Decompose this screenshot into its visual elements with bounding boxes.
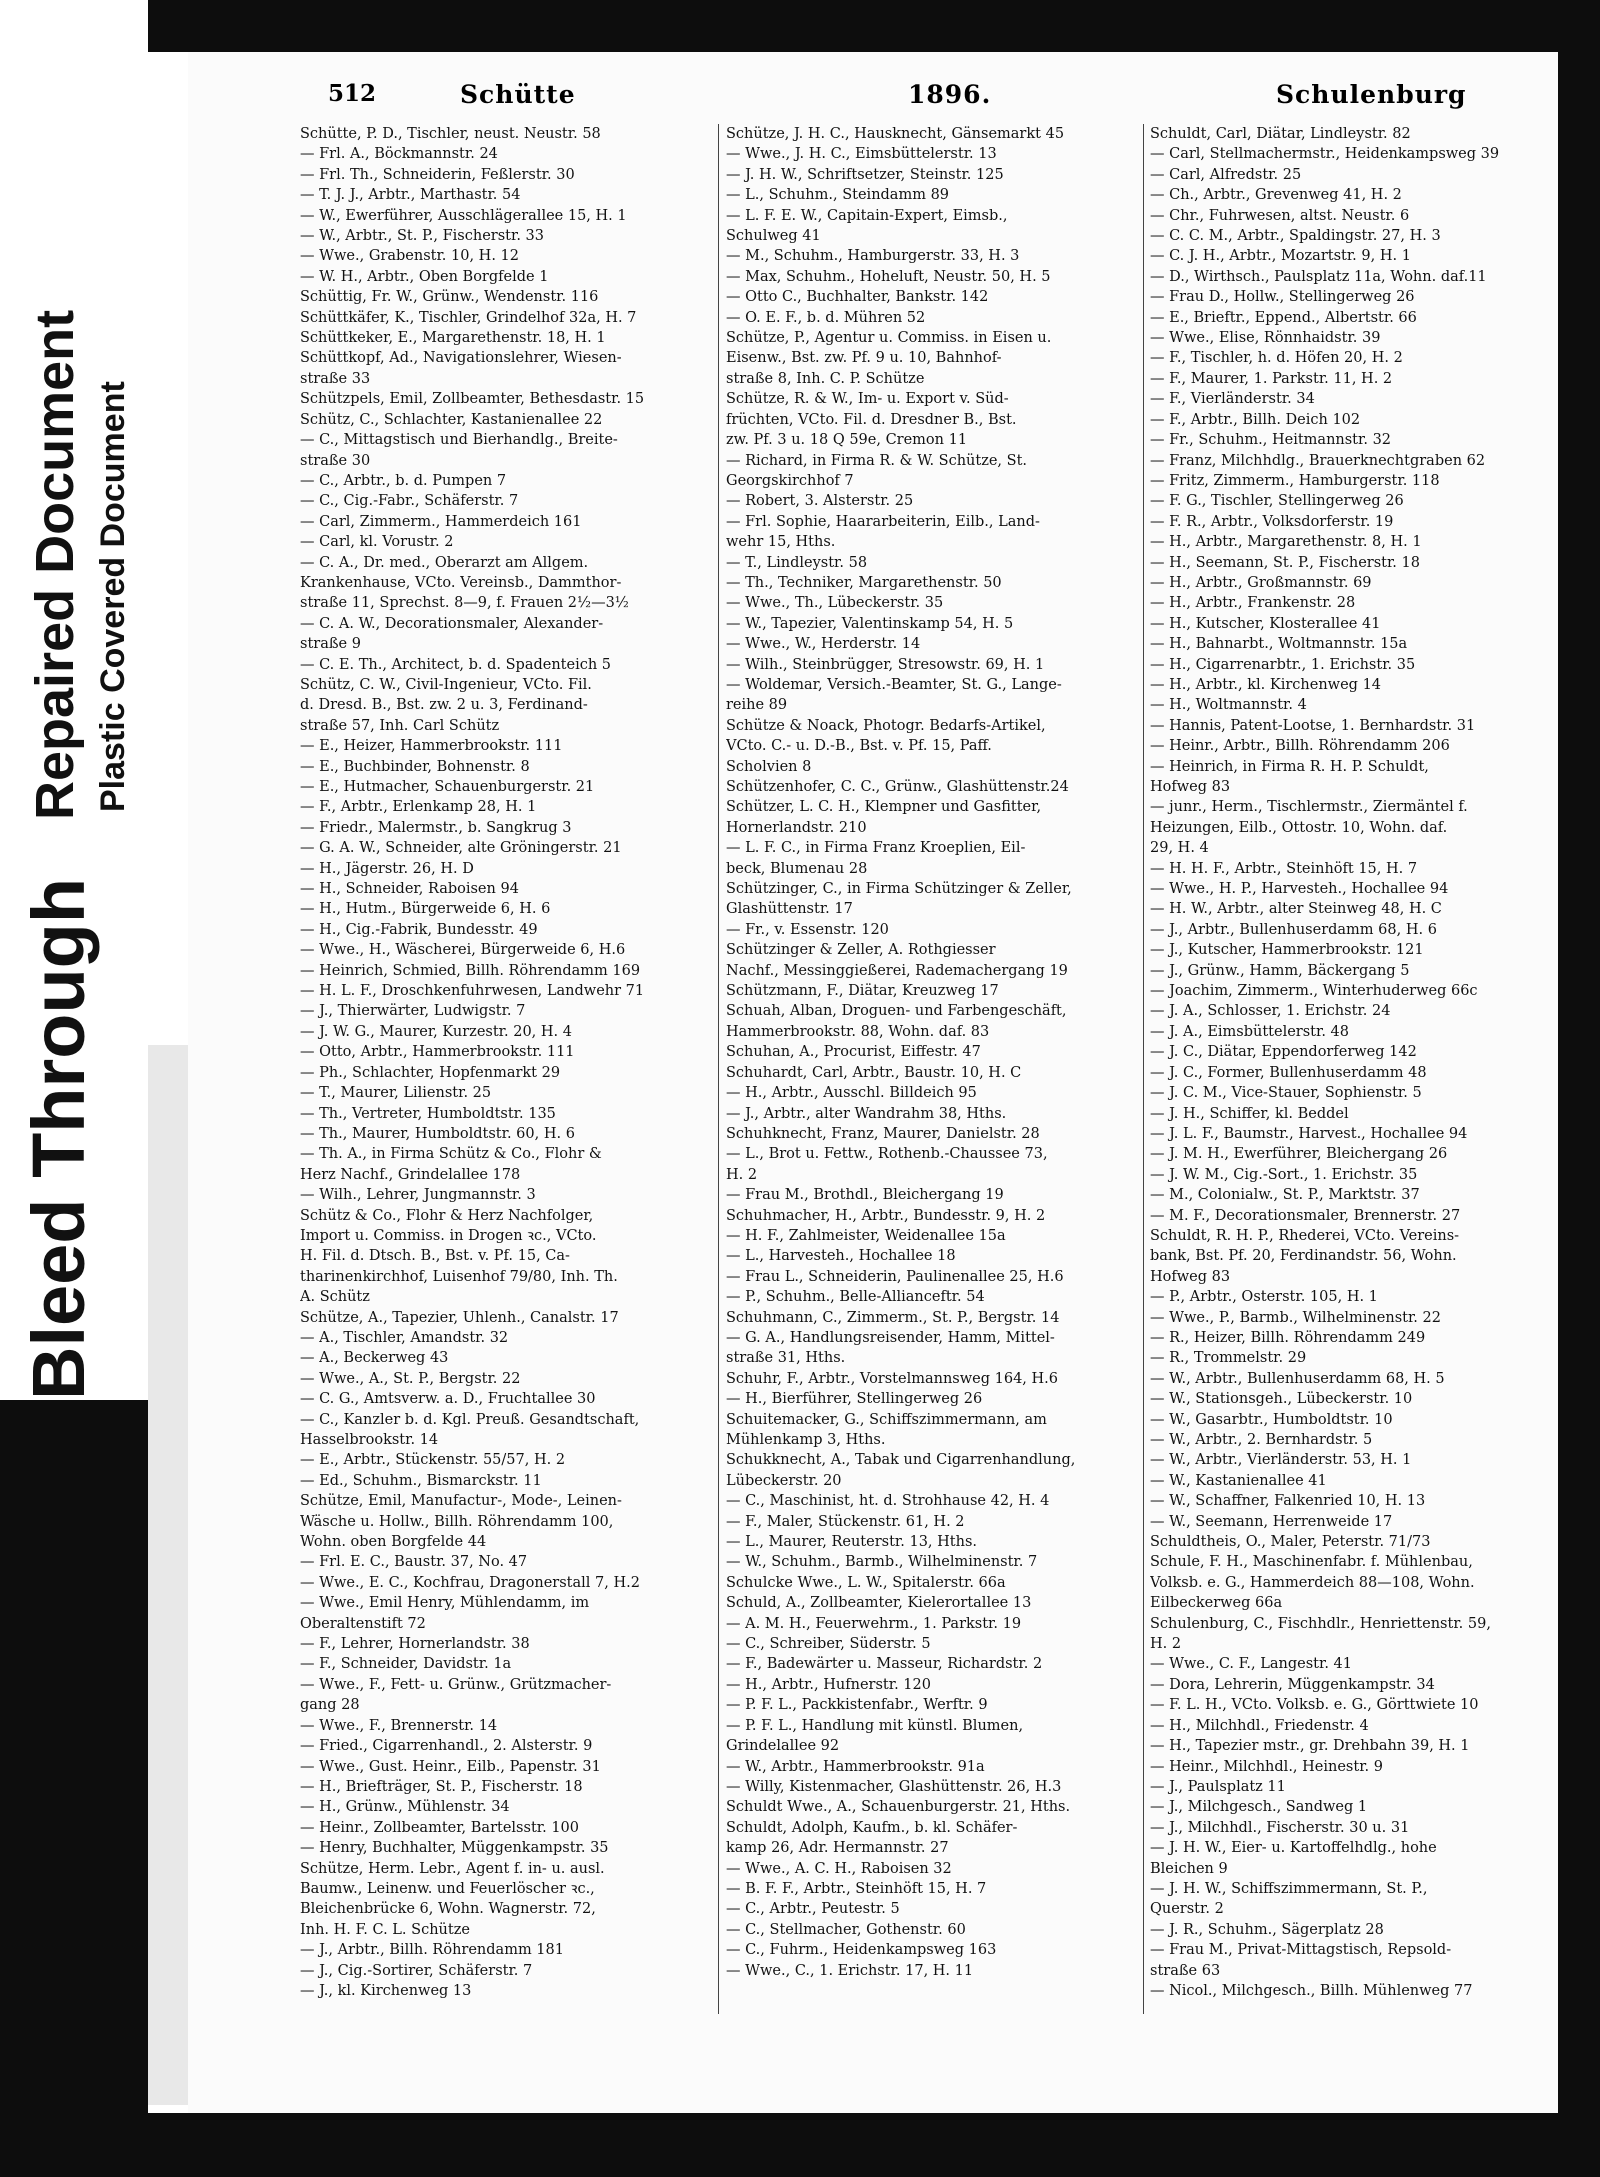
directory-entry-line: — Franz, Milchhdlg., Brauerknechtgraben 62 (1150, 452, 1486, 469)
directory-entry-line: — E., Buchbinder, Bohnenstr. 8 (300, 758, 530, 775)
directory-entry-line: Wäsche u. Hollw., Billh. Röhrendamm 100, (300, 1513, 614, 1530)
directory-entry-line: straße 30 (300, 452, 371, 469)
directory-entry-line: — Frl. Sophie, Haararbeiterin, Eilb., Land- (726, 513, 1040, 530)
directory-entry-line: — H., Bierführer, Stellingerweg 26 (726, 1391, 983, 1408)
directory-entry-line: Schütz & Co., Flohr & Herz Nachfolger, (300, 1207, 594, 1224)
directory-entry-line: — Th., Techniker, Margarethenstr. 50 (726, 574, 1002, 591)
directory-entry-line: — J. C., Former, Bullenhuserdamm 48 (1150, 1064, 1427, 1081)
directory-entry-line: Querstr. 2 (1150, 1901, 1224, 1918)
directory-entry-line: — A., Tischler, Amandstr. 32 (300, 1329, 509, 1346)
directory-entry-line: — J., Paulsplatz 11 (1150, 1778, 1286, 1795)
directory-entry-line: Schütze, R. & W., Im- u. Export v. Süd- (726, 391, 1009, 408)
directory-entry-line: Schütze, P., Agentur u. Commiss. in Eisen u. (726, 330, 1052, 347)
directory-entry-line: — Wwe., E. C., Kochfrau, Dragonerstall 7, H.2 (300, 1574, 640, 1591)
directory-entry-line: — Hannis, Patent-Lootse, 1. Bernhardstr. 31 (1150, 717, 1476, 734)
directory-entry-line: Schützer, L. C. H., Klempner und Gasfitter, (726, 799, 1042, 816)
page-header (188, 80, 1558, 130)
directory-entry-line: — W., Tapezier, Valentinskamp 54, H. 5 (726, 615, 1014, 632)
directory-entry-line: — J., Arbtr., alter Wandrahm 38, Hths. (726, 1105, 1007, 1122)
directory-entry-line: — Frau M., Brothdl., Bleichergang 19 (726, 1187, 1004, 1204)
directory-entry-line: — H., Cigarrenarbtr., 1. Erichstr. 35 (1150, 656, 1416, 673)
directory-entry-line: Heizungen, Eilb., Ottostr. 10, Wohn. daf. (1150, 819, 1448, 836)
directory-entry-line: Schützinger & Zeller, A. Rothgiesser (726, 942, 996, 959)
directory-entry-line: — Heinr., Milchhdl., Heinestr. 9 (1150, 1758, 1383, 1775)
directory-entry-line: straße 11, Sprechst. 8—9, f. Frauen 2½—3½ (300, 595, 629, 612)
directory-entry-line: 29, H. 4 (1150, 840, 1209, 857)
directory-entry-line: — L. F. E. W., Capitain-Expert, Eimsb., (726, 207, 1008, 224)
directory-entry-line: — C. G., Amtsverw. a. D., Fruchtallee 30 (300, 1391, 596, 1408)
directory-entry-line: Schützinger, C., in Firma Schützinger & Zeller, (726, 881, 1072, 898)
header-year: 1896. (908, 80, 992, 109)
directory-entry-line: — Wwe., W., Herderstr. 14 (726, 636, 921, 653)
directory-entry-line: Bleichen 9 (1150, 1860, 1228, 1877)
directory-entry-line: — C. J. H., Arbtr., Mozartstr. 9, H. 1 (1150, 248, 1411, 265)
directory-entry-line: — D., Wirthsch., Paulsplatz 11a, Wohn. daf.11 (1150, 268, 1487, 285)
directory-entry-line: — C., Schreiber, Süderstr. 5 (726, 1636, 931, 1653)
directory-entry-line: — Willy, Kistenmacher, Glashüttenstr. 26, H.3 (726, 1778, 1062, 1795)
directory-entry-line: — L., Maurer, Reuterstr. 13, Hths. (726, 1534, 977, 1551)
directory-entry-line: H. 2 (726, 1166, 758, 1183)
directory-entry-line: Schuhardt, Carl, Arbtr., Baustr. 10, H. C (726, 1064, 1022, 1081)
directory-entry-line: — J., kl. Kirchenweg 13 (300, 1982, 472, 1999)
directory-entry-line: Schützenhofer, C. C., Grünw., Glashüttenstr.24 (726, 779, 1069, 795)
directory-entry-line: Hammerbrookstr. 88, Wohn. daf. 83 (726, 1023, 990, 1040)
directory-entry-line: — Wwe., H. P., Harvesteh., Hochallee 94 (1150, 881, 1449, 898)
directory-entry-line: Schuhknecht, Franz, Maurer, Danielstr. 28 (726, 1125, 1040, 1142)
directory-entry-line: — J. A., Eimsbüttelerstr. 48 (1150, 1023, 1350, 1040)
scan-border-bottom (0, 2113, 1600, 2177)
directory-entry-line: — F. G., Tischler, Stellingerweg 26 (1150, 493, 1404, 510)
directory-entry-line: — Wwe., C., 1. Erichstr. 17, H. 11 (726, 1962, 974, 1979)
directory-entry-line: — H., Arbtr., kl. Kirchenweg 14 (1150, 676, 1382, 693)
directory-entry-line: — Th., Vertreter, Humboldtstr. 135 (300, 1105, 556, 1122)
directory-entry-line: Schuldt, Carl, Diätar, Lindleystr. 82 (1150, 126, 1411, 142)
directory-entry-line: — J., Milchhdl., Fischerstr. 30 u. 31 (1150, 1819, 1410, 1836)
directory-entry-line: Schützpels, Emil, Zollbeamter, Bethesdastr. 15 (300, 391, 645, 408)
directory-entry-line: — W., Arbtr., 2. Bernhardstr. 5 (1150, 1432, 1373, 1448)
directory-entry-line: — L. F. C., in Firma Franz Kroeplien, Eil- (726, 840, 1026, 857)
directory-entry-line: Schuah, Alban, Droguen- und Farbengeschäft, (726, 1003, 1067, 1020)
page-number: 512 (328, 80, 377, 107)
directory-entry-line: — J., Thierwärter, Ludwigstr. 7 (300, 1003, 526, 1020)
directory-entry-line: Schütz, C. W., Civil-Ingenieur, VCto. Fil. (300, 676, 592, 693)
directory-entry-line: — H., Hutm., Bürgerweide 6, H. 6 (300, 901, 551, 918)
directory-entry-line: — J. R., Schuhm., Sägerplatz 28 (1150, 1921, 1384, 1938)
label-plastic-covered-document: Plastic Covered Document (94, 381, 132, 812)
directory-entry-line: — C. A., Dr. med., Oberarzt am Allgem. (300, 554, 589, 571)
directory-entry-line: — Frl. Th., Schneiderin, Feßlerstr. 30 (300, 166, 575, 183)
directory-entry-line: — Wwe., P., Barmb., Wilhelminenstr. 22 (1150, 1309, 1441, 1326)
directory-entry-line: — F., Lehrer, Hornerlandstr. 38 (300, 1636, 530, 1653)
directory-entry-line: Schuldt Wwe., A., Schauenburgerstr. 21, Hths. (726, 1799, 1071, 1816)
directory-entry-line: — C., Maschinist, ht. d. Strohhause 42, H. 4 (726, 1493, 1050, 1510)
directory-entry-line: — F., Schneider, Davidstr. 1a (300, 1656, 512, 1673)
directory-entry-line: — Heinr., Zollbeamter, Bartelsstr. 100 (300, 1819, 579, 1836)
directory-entry-line: — Joachim, Zimmerm., Winterhuderweg 66c (1150, 983, 1478, 1000)
directory-entry-line: — W., Seemann, Herrenweide 17 (1150, 1513, 1393, 1530)
directory-entry-line: — L., Brot u. Fettw., Rothenb.-Chaussee 73, (726, 1146, 1048, 1163)
directory-entry-line: — Ph., Schlachter, Hopfenmarkt 29 (300, 1064, 561, 1081)
directory-entry-line: — C. C. M., Arbtr., Spaldingstr. 27, H. 3 (1150, 228, 1441, 245)
directory-entry-line: — Wwe., Th., Lübeckerstr. 35 (726, 595, 944, 612)
directory-entry-line: — H., Cig.-Fabrik, Bundesstr. 49 (300, 921, 538, 938)
directory-entry-line: — P., Arbtr., Osterstr. 105, H. 1 (1150, 1289, 1378, 1306)
directory-entry-line: — P. F. L., Handlung mit künstl. Blumen, (726, 1717, 1024, 1734)
directory-entry-line: — H., Arbtr., Ausschl. Billdeich 95 (726, 1085, 977, 1102)
directory-entry-line: — H., Schneider, Raboisen 94 (300, 881, 519, 898)
directory-entry-line: Schützmann, F., Diätar, Kreuzweg 17 (726, 983, 999, 1000)
directory-entry-line: — H., Briefträger, St. P., Fischerstr. 18 (300, 1778, 583, 1795)
directory-entry-line: — P. F. L., Packkistenfabr., Werftr. 9 (726, 1697, 988, 1714)
directory-entry-line: Schüttig, Fr. W., Grünw., Wendenstr. 116 (300, 289, 599, 306)
directory-entry-line: — Carl, kl. Vorustr. 2 (300, 534, 454, 551)
directory-entry-line: — J., Arbtr., Billh. Röhrendamm 181 (300, 1942, 564, 1959)
directory-entry-line: — J., Kutscher, Hammerbrookstr. 121 (1150, 942, 1424, 959)
directory-entry-line: — C., Cig.-Fabr., Schäferstr. 7 (300, 493, 519, 510)
directory-entry-line: H. 2 (1150, 1636, 1182, 1653)
label-repaired-document: Repaired Document (25, 309, 85, 820)
directory-entry-line: — H., Woltmannstr. 4 (1150, 697, 1307, 714)
directory-page (188, 52, 1558, 2113)
directory-entry-line: — F., Tischler, h. d. Höfen 20, H. 2 (1150, 350, 1403, 367)
header-right-word: Schulenburg (1276, 80, 1467, 109)
directory-entry-line: — Heinrich, in Firma R. H. P. Schuldt, (1150, 758, 1429, 775)
directory-entry-line: Inh. H. F. C. L. Schütze (300, 1921, 470, 1938)
directory-entry-line: — C. A. W., Decorationsmaler, Alexander- (300, 615, 604, 632)
directory-entry-line: zw. Pf. 3 u. 18 Q 59e, Cremon 11 (726, 432, 968, 449)
directory-entry-line: — R., Trommelstr. 29 (1150, 1350, 1307, 1367)
directory-entry-line: — Wwe., C. F., Langestr. 41 (1150, 1656, 1353, 1673)
directory-entry-line: — W., Arbtr., Hammerbrookstr. 91a (726, 1758, 985, 1775)
directory-entry-line: — Nicol., Milchgesch., Billh. Mühlenweg 77 (1150, 1982, 1473, 1999)
directory-entry-line: — E., Heizer, Hammerbrookstr. 111 (300, 738, 563, 755)
directory-entry-line: — Th., Maurer, Humboldtstr. 60, H. 6 (300, 1125, 575, 1142)
directory-entry-line: — H., Bahnarbt., Woltmannstr. 15a (1150, 636, 1408, 653)
directory-entry-line: — H. L. F., Droschkenfuhrwesen, Landwehr 71 (300, 983, 645, 1000)
directory-entry-line: — Fritz, Zimmerm., Hamburgerstr. 118 (1150, 472, 1440, 489)
directory-entry-line: — J., Grünw., Hamm, Bäckergang 5 (1150, 962, 1410, 979)
directory-entry-line: Schuldt, R. H. P., Rhederei, VCto. Vereins- (1150, 1227, 1460, 1244)
directory-entry-line: — T., Lindleystr. 58 (726, 554, 868, 571)
directory-entry-line: Schuld, A., Zollbeamter, Kielerortallee 13 (726, 1595, 1032, 1612)
directory-entry-line: — H. W., Arbtr., alter Steinweg 48, H. C (1150, 901, 1442, 918)
directory-entry-line: Georgskirchhof 7 (726, 472, 854, 489)
directory-entry-line: — L., Schuhm., Steindamm 89 (726, 187, 950, 204)
directory-entry-line: — Ed., Schuhm., Bismarckstr. 11 (300, 1472, 542, 1489)
directory-entry-line: — F. L. H., VCto. Volksb. e. G., Görttwiete 10 (1150, 1697, 1479, 1714)
directory-entry-line: — Dora, Lehrerin, Müggenkampstr. 34 (1150, 1676, 1435, 1693)
directory-entry-line: — J. H., Schiffer, kl. Beddel (1150, 1105, 1349, 1122)
directory-entry-line: — W., Stationsgeh., Lübeckerstr. 10 (1150, 1391, 1413, 1408)
directory-entry-line: — J. W. G., Maurer, Kurzestr. 20, H. 4 (300, 1023, 572, 1040)
directory-entry-line: Oberaltenstift 72 (300, 1615, 426, 1632)
directory-entry-line: — B. F. F., Arbtr., Steinhöft 15, H. 7 (726, 1880, 987, 1897)
directory-entry-line: — W., Arbtr., Vierländerstr. 53, H. 1 (1150, 1452, 1412, 1469)
directory-entry-line: — Chr., Fuhrwesen, altst. Neustr. 6 (1150, 207, 1410, 224)
directory-entry-line: Schütze, Emil, Manufactur-, Mode-, Leinen- (300, 1493, 622, 1510)
directory-entry-line: — W., Arbtr., St. P., Fischerstr. 33 (300, 228, 544, 245)
directory-entry-line: — Frau D., Hollw., Stellingerweg 26 (1150, 289, 1415, 306)
directory-entry-line: — W., Kastanienallee 41 (1150, 1472, 1327, 1489)
directory-entry-line: — H., Grünw., Mühlenstr. 34 (300, 1799, 510, 1816)
directory-entry-line: Schukknecht, A., Tabak und Cigarrenhandlung, (726, 1452, 1076, 1469)
directory-entry-line: Eilbeckerweg 66a (1150, 1595, 1283, 1612)
column-1 (300, 124, 720, 2054)
directory-entry-line: — T., Maurer, Lilienstr. 25 (300, 1085, 492, 1102)
directory-entry-line: — J. H. W., Schriftsetzer, Steinstr. 125 (726, 166, 1004, 183)
column-rule (1143, 124, 1144, 2014)
directory-entry-line: reihe 89 (726, 697, 788, 714)
directory-entry-line: — Wwe., A., St. P., Bergstr. 22 (300, 1370, 521, 1387)
column-rule (718, 124, 719, 2014)
directory-entry-line: — Richard, in Firma R. & W. Schütze, St. (726, 452, 1028, 469)
directory-entry-line: — Woldemar, Versich.-Beamter, St. G., Lange- (726, 676, 1062, 693)
directory-entry-line: — H., Arbtr., Margarethenstr. 8, H. 1 (1150, 534, 1422, 551)
directory-entry-line: — Wwe., Elise, Rönnhaidstr. 39 (1150, 330, 1381, 347)
directory-entry-line: — H., Kutscher, Klosterallee 41 (1150, 615, 1381, 632)
directory-entry-line: Schulenburg, C., Fischhdlr., Henriettenstr. 59, (1150, 1615, 1491, 1632)
directory-entry-line: — H., Arbtr., Großmannstr. 69 (1150, 574, 1372, 591)
directory-entry-line: Schuhmann, C., Zimmerm., St. P., Bergstr. 14 (726, 1309, 1060, 1326)
directory-entry-line: — C., Arbtr., Peutestr. 5 (726, 1901, 900, 1918)
directory-entry-line: Schuldt, Adolph, Kaufm., b. kl. Schäfer- (726, 1819, 1018, 1836)
directory-entry-line: Import u. Commiss. in Drogen ꝛc., VCto. (300, 1227, 597, 1244)
directory-entry-line: — W., Ewerführer, Ausschlägerallee 15, H. 1 (300, 207, 627, 224)
directory-entry-line: — Friedr., Malermstr., b. Sangkrug 3 (300, 819, 572, 836)
directory-entry-line: — Frau M., Privat-Mittagstisch, Repsold- (1150, 1942, 1452, 1959)
directory-entry-line: — F. R., Arbtr., Volksdorferstr. 19 (1150, 513, 1394, 530)
directory-entry-line: Scholvien 8 (726, 758, 812, 775)
directory-entry-line: bank, Bst. Pf. 20, Ferdinandstr. 56, Wohn. (1150, 1248, 1457, 1265)
directory-entry-line: Nachf., Messinggießerei, Rademachergang 19 (726, 962, 1068, 979)
header-left-word: Schütte (460, 80, 576, 109)
directory-entry-line: — J. H. W., Schiffszimmermann, St. P., (1150, 1880, 1428, 1897)
directory-entry-line: Herz Nachf., Grindelallee 178 (300, 1166, 521, 1183)
directory-entry-line: — Robert, 3. Alsterstr. 25 (726, 493, 914, 510)
directory-entry-line: — Th. A., in Firma Schütz & Co., Flohr & (300, 1146, 602, 1163)
directory-entry-line: — Wwe., Emil Henry, Mühlendamm, im (300, 1595, 590, 1612)
directory-entry-line: Schuhan, A., Procurist, Eiffestr. 47 (726, 1044, 981, 1061)
directory-entry-line: Glashüttenstr. 17 (726, 901, 853, 918)
directory-entry-line: — Fr., v. Essenstr. 120 (726, 921, 889, 938)
directory-entry-line: — F., Maurer, 1. Parkstr. 11, H. 2 (1150, 370, 1393, 387)
directory-entry-line: beck, Blumenau 28 (726, 860, 868, 877)
directory-entry-line: — Wwe., Grabenstr. 10, H. 12 (300, 248, 520, 265)
directory-entry-line: Hornerlandstr. 210 (726, 819, 867, 836)
directory-entry-line: Schütze & Noack, Photogr. Bedarfs-Artikel, (726, 717, 1046, 734)
directory-entry-line: — E., Arbtr., Stückenstr. 55/57, H. 2 (300, 1452, 566, 1469)
directory-entry-line: — E., Brieftr., Eppend., Albertstr. 66 (1150, 309, 1417, 326)
directory-entry-line: — C., Fuhrm., Heidenkampsweg 163 (726, 1942, 997, 1959)
directory-entry-line: — A., Beckerweg 43 (300, 1350, 449, 1367)
directory-entry-line: — Henry, Buchhalter, Müggenkampstr. 35 (300, 1840, 609, 1857)
directory-entry-line: — J., Arbtr., Bullenhuserdamm 68, H. 6 (1150, 921, 1437, 938)
directory-entry-line: Volksb. e. G., Hammerdeich 88—108, Wohn. (1150, 1574, 1475, 1591)
directory-entry-line: straße 8, Inh. C. P. Schütze (726, 370, 925, 387)
directory-entry-line: tharinenkirchhof, Luisenhof 79/80, Inh. Th. (300, 1268, 618, 1285)
directory-entry-line: — Wwe., A. C. H., Raboisen 32 (726, 1860, 952, 1877)
directory-entry-line: — J. A., Schlosser, 1. Erichstr. 24 (1150, 1003, 1391, 1020)
directory-entry-line: — Frau L., Schneiderin, Paulinenallee 25, H.6 (726, 1268, 1064, 1285)
directory-entry-line: — F., Arbtr., Billh. Deich 102 (1150, 411, 1361, 428)
directory-entry-line: — E., Hutmacher, Schauenburgerstr. 21 (300, 779, 595, 795)
directory-entry-line: Schütte, P. D., Tischler, neust. Neustr. 58 (300, 126, 601, 142)
directory-entry-line: Baumw., Leinenw. und Feuerlöscher ꝛc., (300, 1880, 595, 1897)
label-bleed-through: Bleed Through (17, 877, 100, 1400)
directory-entry-line: — O. E. F., b. d. Mühren 52 (726, 309, 926, 326)
directory-entry-line: — Frl. A., Böckmannstr. 24 (300, 146, 498, 163)
column-3 (1150, 124, 1570, 2054)
directory-entry-line: Grindelallee 92 (726, 1738, 840, 1755)
directory-entry-line: — H., Arbtr., Hufnerstr. 120 (726, 1676, 931, 1693)
directory-entry-line: wehr 15, Hths. (726, 534, 836, 551)
directory-entry-line: — Wwe., H., Wäscherei, Bürgerweide 6, H.6 (300, 942, 626, 959)
directory-entry-line: früchten, VCto. Fil. d. Dresdner B., Bst. (726, 411, 1017, 428)
directory-entry-line: gang 28 (300, 1697, 360, 1714)
directory-entry-line: — F., Maler, Stückenstr. 61, H. 2 (726, 1513, 965, 1530)
directory-entry-line: H. Fil. d. Dtsch. B., Bst. v. Pf. 15, Ca- (300, 1248, 570, 1265)
directory-entry-line: — Frl. E. C., Baustr. 37, No. 47 (300, 1554, 528, 1571)
directory-entry-line: — Wwe., J. H. C., Eimsbüttelerstr. 13 (726, 146, 997, 163)
directory-entry-line: — Carl, Stellmachermstr., Heidenkampsweg 39 (1150, 146, 1500, 163)
directory-entry-line: — junr., Herm., Tischlermstr., Ziermäntel f. (1150, 799, 1468, 816)
directory-entry-line: — C., Mittagstisch und Bierhandlg., Breite- (300, 432, 618, 449)
directory-entry-line: straße 31, Hths. (726, 1350, 846, 1367)
directory-entry-line: — G. A., Handlungsreisender, Hamm, Mittel- (726, 1329, 1055, 1346)
directory-entry-line: — C., Arbtr., b. d. Pumpen 7 (300, 472, 507, 489)
directory-entry-line: Schüttkäfer, K., Tischler, Grindelhof 32a, H. 7 (300, 309, 637, 326)
directory-entry-line: — J. M. H., Ewerführer, Bleichergang 26 (1150, 1146, 1448, 1163)
directory-entry-line: — T. J. J., Arbtr., Marthastr. 54 (300, 187, 521, 204)
directory-entry-line: — M., Colonialw., St. P., Marktstr. 37 (1150, 1187, 1420, 1204)
directory-entry-line: — Max, Schuhm., Hoheluft, Neustr. 50, H. 5 (726, 268, 1051, 285)
directory-entry-line: — W., Arbtr., Bullenhuserdamm 68, H. 5 (1150, 1370, 1445, 1387)
directory-entry-line: — H., Arbtr., Frankenstr. 28 (1150, 595, 1356, 612)
directory-entry-line: — W., Gasarbtr., Humboldtstr. 10 (1150, 1411, 1393, 1428)
directory-entry-line: — Ch., Arbtr., Grevenweg 41, H. 2 (1150, 187, 1402, 204)
directory-entry-line: Schulweg 41 (726, 228, 821, 245)
directory-entry-line: kamp 26, Adr. Hermannstr. 27 (726, 1840, 949, 1857)
directory-entry-line: Lübeckerstr. 20 (726, 1472, 842, 1489)
directory-entry-line: Hasselbrookstr. 14 (300, 1432, 439, 1448)
directory-entry-line: — Heinrich, Schmied, Billh. Röhrendamm 169 (300, 962, 641, 979)
directory-entry-line: — Wilh., Lehrer, Jungmannstr. 3 (300, 1187, 536, 1204)
directory-entry-line: — C., Kanzler b. d. Kgl. Preuß. Gesandtschaft, (300, 1411, 640, 1428)
directory-entry-line: — P., Schuhm., Belle-Allianceftr. 54 (726, 1289, 985, 1306)
directory-entry-line: — H. F., Zahlmeister, Weidenallee 15a (726, 1227, 1006, 1244)
directory-entry-line: Schütze, A., Tapezier, Uhlenh., Canalstr. 17 (300, 1309, 619, 1326)
directory-entry-line: Bleichenbrücke 6, Wohn. Wagnerstr. 72, (300, 1901, 596, 1918)
directory-entry-line: — A. M. H., Feuerwehrm., 1. Parkstr. 19 (726, 1615, 1022, 1632)
column-2 (726, 124, 1146, 2054)
directory-entry-line: Schüttkopf, Ad., Navigationslehrer, Wiesen- (300, 350, 622, 367)
directory-entry-line: — W., Schuhm., Barmb., Wilhelminenstr. 7 (726, 1554, 1038, 1571)
directory-entry-line: — C. E. Th., Architect, b. d. Spadenteich 5 (300, 656, 612, 673)
directory-entry-line: — H., Seemann, St. P., Fischerstr. 18 (1150, 554, 1420, 571)
directory-entry-line: Krankenhause, VCto. Vereinsb., Dammthor- (300, 574, 622, 591)
directory-entry-line: VCto. C.- u. D.-B., Bst. v. Pf. 15, Paff. (726, 738, 992, 755)
directory-entry-line: — F., Vierländerstr. 34 (1150, 391, 1315, 408)
directory-entry-line: straße 57, Inh. Carl Schütz (300, 717, 500, 734)
directory-entry-line: — Carl, Zimmerm., Hammerdeich 161 (300, 513, 582, 530)
directory-entry-line: Schuldtheis, O., Maler, Peterstr. 71/73 (1150, 1534, 1431, 1551)
directory-entry-line: Schüttkeker, E., Margarethenstr. 18, H. 1 (300, 330, 606, 347)
directory-entry-line: A. Schütz (300, 1289, 370, 1306)
directory-entry-line: — J. W. M., Cig.-Sort., 1. Erichstr. 35 (1150, 1166, 1418, 1183)
directory-entry-line: — J. L. F., Baumstr., Harvest., Hochallee 94 (1150, 1125, 1468, 1142)
directory-entry-line: — W., Schaffner, Falkenried 10, H. 13 (1150, 1493, 1426, 1510)
directory-entry-line: — Otto, Arbtr., Hammerbrookstr. 111 (300, 1044, 575, 1061)
directory-entry-line: — Fried., Cigarrenhandl., 2. Alsterstr. 9 (300, 1738, 593, 1755)
directory-entry-line: — M. F., Decorationsmaler, Brennerstr. 27 (1150, 1207, 1461, 1224)
directory-entry-line: — Otto C., Buchhalter, Bankstr. 142 (726, 289, 989, 306)
directory-entry-line: — J. H. W., Eier- u. Kartoffelhdlg., hohe (1150, 1840, 1437, 1857)
directory-entry-line: Schütze, J. H. C., Hausknecht, Gänsemarkt 45 (726, 126, 1065, 142)
directory-entry-line: — H. H. F., Arbtr., Steinhöft 15, H. 7 (1150, 860, 1418, 877)
directory-entry-line: straße 9 (300, 636, 361, 653)
directory-entry-line: Schütz, C., Schlachter, Kastanienallee 22 (300, 411, 603, 428)
directory-entry-line: Wohn. oben Borgfelde 44 (300, 1534, 487, 1551)
directory-entry-line: — Heinr., Arbtr., Billh. Röhrendamm 206 (1150, 738, 1450, 755)
directory-entry-line: Schuitemacker, G., Schiffszimmermann, am (726, 1411, 1047, 1428)
directory-entry-line: — Wwe., F., Brennerstr. 14 (300, 1717, 498, 1734)
directory-entry-line: — J. C. M., Vice-Stauer, Sophienstr. 5 (1150, 1085, 1422, 1102)
directory-entry-line: straße 63 (1150, 1962, 1221, 1979)
directory-entry-line: — H., Milchhdl., Friedenstr. 4 (1150, 1717, 1369, 1734)
directory-entry-line: — F., Badewärter u. Masseur, Richardstr. 2 (726, 1656, 1043, 1673)
directory-entry-line: Schuhmacher, H., Arbtr., Bundesstr. 9, H. 2 (726, 1207, 1046, 1224)
directory-entry-line: — H., Jägerstr. 26, H. D (300, 860, 474, 877)
directory-entry-line: Hofweg 83 (1150, 1268, 1231, 1285)
directory-entry-line: Schulcke Wwe., L. W., Spitalerstr. 66a (726, 1574, 1006, 1591)
directory-entry-line: Eisenw., Bst. zw. Pf. 9 u. 10, Bahnhof- (726, 350, 1002, 367)
directory-entry-line: — Fr., Schuhm., Heitmannstr. 32 (1150, 432, 1392, 449)
scan-border-top (0, 0, 1600, 52)
directory-entry-line: — L., Harvesteh., Hochallee 18 (726, 1248, 956, 1265)
directory-entry-line: — H., Tapezier mstr., gr. Drehbahn 39, H. 1 (1150, 1738, 1470, 1755)
directory-entry-line: — R., Heizer, Billh. Röhrendamm 249 (1150, 1329, 1426, 1346)
directory-entry-line: straße 33 (300, 370, 371, 387)
directory-entry-line: — Wilh., Steinbrügger, Stresowstr. 69, H. 1 (726, 656, 1045, 673)
directory-entry-line: — J., Cig.-Sortirer, Schäferstr. 7 (300, 1962, 533, 1979)
directory-entry-line: Mühlenkamp 3, Hths. (726, 1432, 886, 1448)
directory-entry-line: — J. C., Diätar, Eppendorferweg 142 (1150, 1044, 1417, 1061)
directory-entry-line: — J., Milchgesch., Sandweg 1 (1150, 1799, 1368, 1816)
directory-entry-line: — W. H., Arbtr., Oben Borgfelde 1 (300, 268, 549, 285)
bleed-through-sample (148, 1045, 188, 2105)
directory-entry-line: — Wwe., Gust. Heinr., Eilb., Papenstr. 31 (300, 1758, 601, 1775)
directory-entry-line: Schuhr, F., Arbtr., Vorstelmannsweg 164, H.6 (726, 1370, 1058, 1387)
directory-entry-line: — C., Stellmacher, Gothenstr. 60 (726, 1921, 966, 1938)
directory-entry-line: — M., Schuhm., Hamburgerstr. 33, H. 3 (726, 248, 1020, 265)
directory-entry-line: — Carl, Alfredstr. 25 (1150, 166, 1302, 183)
directory-entry-line: — Wwe., F., Fett- u. Grünw., Grützmacher- (300, 1676, 612, 1693)
directory-entry-line: Schütze, Herm. Lebr., Agent f. in- u. ausl. (300, 1860, 605, 1877)
directory-entry-line: d. Dresd. B., Bst. zw. 2 u. 3, Ferdinand- (300, 697, 588, 714)
directory-entry-line: Schule, F. H., Maschinenfabr. f. Mühlenbau, (1150, 1554, 1473, 1571)
directory-entry-line: — F., Arbtr., Erlenkamp 28, H. 1 (300, 799, 537, 816)
directory-entry-line: Hofweg 83 (1150, 779, 1231, 795)
directory-entry-line: — G. A. W., Schneider, alte Gröningerstr. 21 (300, 840, 622, 857)
